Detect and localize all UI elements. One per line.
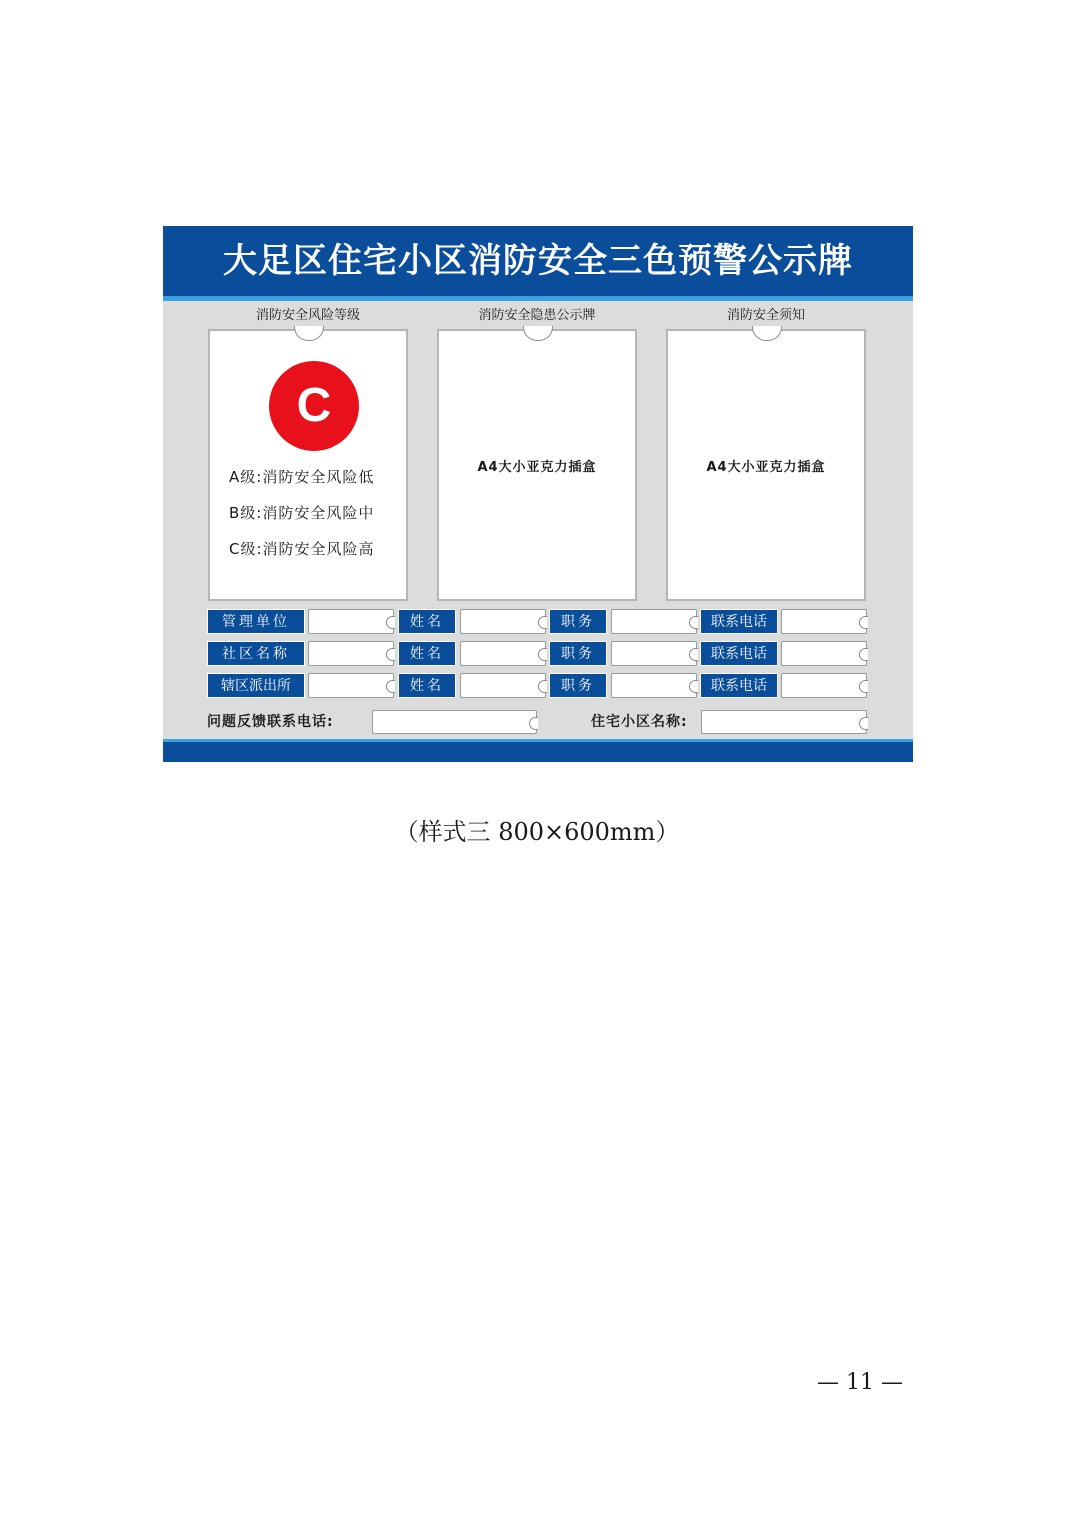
phone-label: 联系电话 xyxy=(700,609,778,634)
acrylic-box-label: A4大小亚克力插盒 xyxy=(477,460,597,475)
section-label-safety-tips: 消防安全须知 xyxy=(726,308,805,323)
phone-field[interactable] xyxy=(781,609,867,634)
phone-label: 联系电话 xyxy=(700,641,778,666)
phone-field[interactable] xyxy=(781,673,867,698)
name-field[interactable] xyxy=(460,673,546,698)
duty-field[interactable] xyxy=(611,609,697,634)
risk-level-c: C级:消防安全风险高 xyxy=(229,540,375,558)
section-label-risk-level: 消防安全风险等级 xyxy=(255,308,360,323)
feedback-phone-label: 问题反馈联系电话: xyxy=(207,714,334,730)
figure-caption: （样式三 800×600mm） xyxy=(394,818,680,846)
section-label-hazard-notice: 消防安全隐患公示牌 xyxy=(478,308,596,323)
name-label: 姓名 xyxy=(398,673,456,698)
name-label: 姓名 xyxy=(398,609,456,634)
duty-label: 职务 xyxy=(549,673,607,698)
name-field[interactable] xyxy=(460,609,546,634)
risk-level-b: B级:消防安全风险中 xyxy=(229,504,375,522)
police-station-field[interactable] xyxy=(308,673,394,698)
duty-field[interactable] xyxy=(611,641,697,666)
row-label-community-name: 社区名称 xyxy=(207,641,305,666)
duty-label: 职务 xyxy=(549,641,607,666)
board-footer xyxy=(163,742,913,762)
duty-label: 职务 xyxy=(549,609,607,634)
name-field[interactable] xyxy=(460,641,546,666)
board-title: 大足区住宅小区消防安全三色预警公示牌 xyxy=(223,241,853,281)
header-stripe xyxy=(163,296,913,301)
page-number: — 11 — xyxy=(817,1370,903,1395)
row-label-management-unit: 管理单位 xyxy=(207,609,305,634)
row-label-police-station: 辖区派出所 xyxy=(207,673,305,698)
management-unit-field[interactable] xyxy=(308,609,394,634)
phone-label: 联系电话 xyxy=(700,673,778,698)
community-name-label: 住宅小区名称: xyxy=(591,714,688,730)
community-name-field[interactable] xyxy=(308,641,394,666)
notice-board xyxy=(163,226,913,762)
risk-rating-badge: C xyxy=(269,361,359,451)
duty-field[interactable] xyxy=(611,673,697,698)
risk-level-a: A级:消防安全风险低 xyxy=(229,468,375,486)
community-name-input[interactable] xyxy=(701,710,867,734)
acrylic-box-label: A4大小亚克力插盒 xyxy=(706,460,826,475)
feedback-phone-field[interactable] xyxy=(372,710,537,734)
name-label: 姓名 xyxy=(398,641,456,666)
phone-field[interactable] xyxy=(781,641,867,666)
